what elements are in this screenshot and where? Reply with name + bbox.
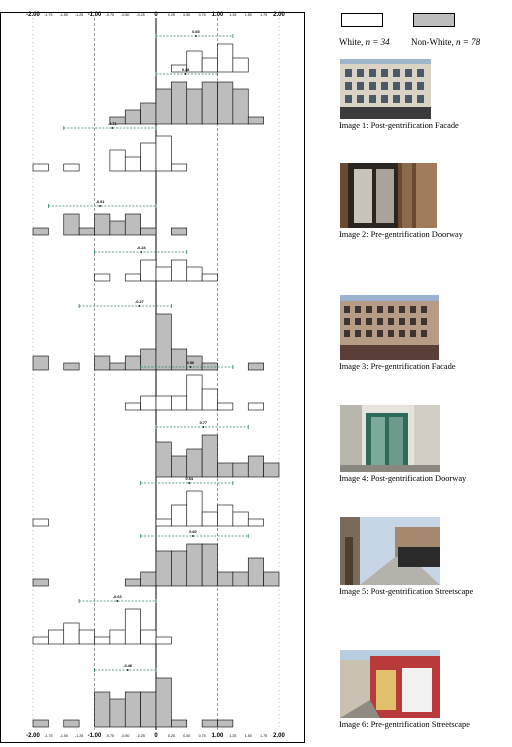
histogram-bar bbox=[110, 363, 125, 370]
histogram-bar bbox=[156, 89, 171, 124]
x-tick-label: 0.50 bbox=[183, 13, 191, 17]
histogram-bar bbox=[156, 637, 171, 644]
x-tick-label: 1.00 bbox=[211, 733, 224, 739]
photo-pre-gentrification-doorway bbox=[340, 163, 437, 228]
mean-marker bbox=[138, 305, 140, 307]
x-tick-label: 0.50 bbox=[183, 734, 191, 738]
histogram-bar bbox=[33, 164, 48, 171]
mean-marker bbox=[195, 35, 197, 37]
histogram-bar bbox=[33, 720, 48, 727]
histogram-bar bbox=[156, 136, 171, 171]
x-tick-label: 2.00 bbox=[273, 12, 285, 18]
photo-pre-gentrification-facade bbox=[340, 295, 439, 360]
histogram-bar bbox=[171, 720, 186, 727]
histogram-bar bbox=[202, 274, 217, 281]
histogram-bar bbox=[125, 157, 140, 171]
mean-marker bbox=[116, 600, 118, 602]
histogram-bar bbox=[218, 44, 233, 72]
histogram-bar bbox=[125, 214, 140, 235]
x-tick-label: -1.25 bbox=[75, 13, 84, 17]
histogram-bar bbox=[125, 579, 140, 586]
histogram-bar bbox=[156, 396, 171, 410]
histogram-bar bbox=[110, 221, 125, 235]
x-tick-label: 1.75 bbox=[260, 734, 268, 738]
mean-marker bbox=[99, 205, 101, 207]
histogram-bar bbox=[187, 375, 202, 410]
x-tick-label: -1.00 bbox=[87, 12, 102, 18]
histogram-bar bbox=[202, 82, 217, 124]
histogram-bar bbox=[171, 551, 186, 586]
histogram-bar bbox=[125, 609, 140, 644]
legend-white-label: White, n = 34 bbox=[339, 37, 390, 47]
photo-pre-gentrification-streetscape bbox=[340, 650, 440, 718]
histogram-bar bbox=[248, 558, 263, 586]
histogram-bar bbox=[33, 579, 48, 586]
histogram-bar bbox=[141, 572, 156, 586]
mean-label: 0.54 bbox=[185, 477, 193, 481]
mean-label: -0.24 bbox=[136, 246, 146, 250]
histogram-bar bbox=[248, 519, 263, 526]
x-tick-label: -0.25 bbox=[136, 734, 145, 738]
histogram-bar bbox=[171, 456, 186, 477]
x-tick-label: -0.25 bbox=[136, 13, 145, 17]
histogram-bar bbox=[110, 150, 125, 171]
x-tick-label: -1.00 bbox=[87, 733, 102, 739]
histogram-bar bbox=[218, 463, 233, 477]
caption-image-3: Image 3: Pre-gentrification Facade bbox=[339, 362, 456, 371]
x-tick-label: -0.75 bbox=[105, 13, 114, 17]
histogram-bar bbox=[218, 720, 233, 727]
histogram-bar bbox=[202, 389, 217, 410]
mean-label: 0.65 bbox=[192, 30, 200, 34]
histogram-bar bbox=[187, 89, 202, 124]
histogram-bar bbox=[202, 544, 217, 586]
histogram-bar bbox=[233, 463, 248, 477]
histogram-bar bbox=[218, 403, 233, 410]
x-tick-label: 1.25 bbox=[229, 13, 237, 17]
histogram-bar bbox=[171, 505, 186, 526]
histogram-bar bbox=[233, 572, 248, 586]
histogram-bar bbox=[79, 228, 94, 235]
histogram-bar bbox=[171, 228, 186, 235]
mean-label: 0.56 bbox=[186, 361, 195, 365]
x-tick-label: 1.50 bbox=[244, 13, 252, 17]
histogram-bar bbox=[125, 692, 140, 727]
histogram-bar bbox=[156, 442, 171, 477]
histogram-bar bbox=[171, 164, 186, 171]
histogram-bar bbox=[156, 519, 171, 526]
histogram-bar bbox=[187, 449, 202, 477]
x-tick-label: 0.75 bbox=[198, 13, 206, 17]
histogram-bar bbox=[33, 228, 48, 235]
caption-image-2: Image 2: Pre-gentrification Doorway bbox=[339, 230, 463, 239]
histogram-bar bbox=[264, 463, 279, 477]
x-tick-label: -2.00 bbox=[26, 733, 40, 739]
histogram-bar bbox=[79, 630, 94, 644]
mean-label: 0.60 bbox=[189, 530, 197, 534]
mean-marker bbox=[140, 251, 142, 253]
x-tick-label: 1.75 bbox=[260, 13, 268, 17]
x-tick-label: 0.75 bbox=[198, 734, 206, 738]
x-axis-top bbox=[26, 12, 285, 18]
x-tick-label: -0.50 bbox=[121, 734, 130, 738]
mean-marker bbox=[111, 127, 113, 129]
mean-marker bbox=[192, 535, 194, 537]
histogram-bar bbox=[141, 143, 156, 171]
legend-white-swatch bbox=[341, 13, 383, 27]
histogram-bar bbox=[64, 214, 79, 235]
histogram-bar bbox=[187, 544, 202, 586]
histogram-bar bbox=[141, 630, 156, 644]
histogram-bar bbox=[95, 692, 110, 727]
photo-post-gentrification-streetscape bbox=[340, 517, 440, 585]
histogram-bar bbox=[156, 314, 171, 370]
histogram-bar bbox=[125, 110, 140, 124]
x-tick-label: -1.25 bbox=[75, 734, 84, 738]
x-tick-label: 1.00 bbox=[211, 12, 224, 18]
mean-label: 0.48 bbox=[181, 68, 190, 72]
histogram-bar bbox=[218, 572, 233, 586]
x-tick-label: -1.75 bbox=[44, 13, 53, 17]
mean-label: -0.63 bbox=[112, 595, 122, 599]
histogram-bar bbox=[156, 551, 171, 586]
histogram-bar bbox=[110, 699, 125, 727]
histogram-bar bbox=[141, 103, 156, 124]
histogram-bar bbox=[48, 630, 63, 644]
histogram-bar bbox=[33, 637, 48, 644]
histogram-bar bbox=[141, 396, 156, 410]
histogram-bar bbox=[33, 519, 48, 526]
histogram-bar bbox=[248, 456, 263, 477]
histogram-bar bbox=[141, 260, 156, 281]
histogram-bar bbox=[202, 720, 217, 727]
x-tick-label: -0.75 bbox=[105, 734, 114, 738]
mean-label: -0.71 bbox=[108, 122, 117, 126]
histogram-bar bbox=[33, 356, 48, 370]
histogram-bar bbox=[233, 89, 248, 124]
histogram-bar bbox=[156, 678, 171, 727]
histogram-bar bbox=[125, 356, 140, 370]
mean-marker bbox=[202, 426, 204, 428]
histogram-bar bbox=[233, 512, 248, 526]
histogram-bar bbox=[202, 435, 217, 477]
histogram-bar bbox=[110, 630, 125, 644]
mean-label: -0.91 bbox=[95, 200, 105, 204]
x-tick-label: 2.00 bbox=[273, 733, 285, 739]
photo-post-gentrification-facade bbox=[340, 59, 431, 119]
x-tick-label: 0.25 bbox=[167, 734, 175, 738]
histogram-bar bbox=[218, 82, 233, 124]
legend-nonwhite-swatch bbox=[413, 13, 455, 27]
histogram-bar bbox=[248, 403, 263, 410]
histogram-bar bbox=[171, 260, 186, 281]
histogram-bar bbox=[248, 363, 263, 370]
x-tick-label: -0.50 bbox=[121, 13, 130, 17]
caption-image-1: Image 1: Post-gentrification Facade bbox=[339, 121, 459, 130]
histogram-bar bbox=[187, 267, 202, 281]
mean-label: 0.77 bbox=[199, 421, 208, 425]
histogram-bar bbox=[202, 58, 217, 72]
histogram-bar bbox=[64, 363, 79, 370]
mean-marker bbox=[188, 482, 190, 484]
histogram-bar bbox=[202, 363, 217, 370]
histogram-bar bbox=[156, 267, 171, 281]
mean-marker bbox=[190, 366, 192, 368]
x-tick-label: 1.25 bbox=[229, 734, 237, 738]
x-tick-label: -1.75 bbox=[44, 734, 53, 738]
histogram-bar bbox=[125, 403, 140, 410]
mean-marker bbox=[127, 669, 129, 671]
histogram-bar bbox=[64, 720, 79, 727]
x-tick-label: 0 bbox=[154, 733, 158, 739]
histogram-bar bbox=[248, 117, 263, 124]
histogram-bar bbox=[125, 274, 140, 281]
histogram-bar bbox=[187, 491, 202, 526]
mean-marker bbox=[185, 73, 187, 75]
histogram-bar bbox=[95, 214, 110, 235]
x-axis-bottom bbox=[26, 733, 285, 739]
legend-nonwhite-label: Non-White, n = 78 bbox=[411, 37, 481, 47]
histogram-bar bbox=[141, 228, 156, 235]
histogram-bar bbox=[95, 356, 110, 370]
mean-label: -0.46 bbox=[123, 664, 133, 668]
x-tick-label: 0.25 bbox=[167, 13, 175, 17]
histogram-bar bbox=[141, 692, 156, 727]
caption-image-6: Image 6: Pre-gentrification Streetscape bbox=[339, 720, 470, 729]
x-tick-label: -1.50 bbox=[59, 734, 68, 738]
histogram-bar bbox=[171, 82, 186, 124]
photo-post-gentrification-doorway bbox=[340, 405, 440, 472]
histogram-bar bbox=[171, 396, 186, 410]
x-tick-label: 1.50 bbox=[244, 734, 252, 738]
x-tick-label: -1.50 bbox=[59, 13, 68, 17]
histogram-bar bbox=[95, 274, 110, 281]
histogram-bar bbox=[64, 623, 79, 644]
x-tick-label: 0 bbox=[154, 12, 158, 18]
caption-image-4: Image 4: Post-gentrification Doorway bbox=[339, 474, 467, 483]
histogram-bar bbox=[218, 505, 233, 526]
histogram-bar bbox=[95, 637, 110, 644]
x-tick-label: -2.00 bbox=[26, 12, 40, 18]
caption-image-5: Image 5: Post-gentrification Streetscape bbox=[339, 587, 474, 596]
histogram-bar bbox=[264, 572, 279, 586]
histogram-bar bbox=[64, 164, 79, 171]
histogram-bar bbox=[233, 58, 248, 72]
histogram-bar bbox=[202, 512, 217, 526]
mean-label: -0.27 bbox=[135, 300, 144, 304]
